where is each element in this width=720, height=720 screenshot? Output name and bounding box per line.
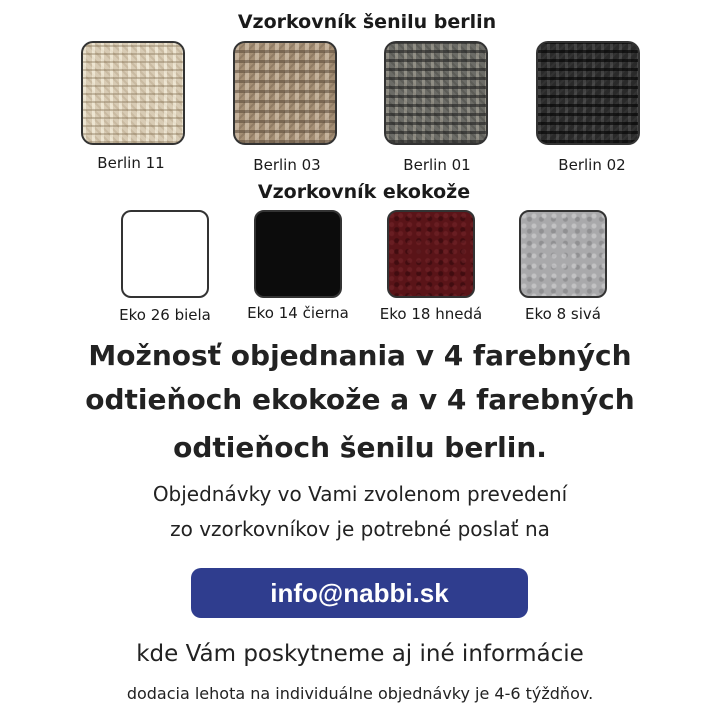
swatch-eko-8[interactable] xyxy=(519,210,607,298)
swatch-label-berlin-01: Berlin 01 xyxy=(403,156,471,174)
swatch-label-berlin-02: Berlin 02 xyxy=(558,156,626,174)
swatch-label-eko-18: Eko 18 hnedá xyxy=(379,305,483,323)
email-button[interactable] xyxy=(191,568,528,618)
headline-line-3: odtieňoch šenilu berlin. xyxy=(173,431,547,464)
swatch-berlin-01[interactable] xyxy=(384,41,488,145)
chenille-section-title: Vzorkovník šenilu berlin xyxy=(237,11,497,33)
swatch-berlin-02[interactable] xyxy=(536,41,640,145)
headline-line-2: odtieňoch ekokože a v 4 farebných xyxy=(85,383,635,416)
swatch-berlin-03[interactable] xyxy=(233,41,337,145)
leather-section-title: Vzorkovník ekokože xyxy=(257,181,471,203)
swatch-label-berlin-03: Berlin 03 xyxy=(253,156,321,174)
swatch-eko-14[interactable] xyxy=(254,210,342,298)
footer-line-1: kde Vám poskytneme aj iné informácie xyxy=(136,641,584,667)
footer-line-2: dodacia lehota na individuálne objednávky je 4-6 týždňov. xyxy=(126,684,594,703)
swatch-eko-18[interactable] xyxy=(387,210,475,298)
swatch-eko-26[interactable] xyxy=(121,210,209,298)
swatch-label-eko-8: Eko 8 sivá xyxy=(525,305,601,323)
order-text-line-2: zo vzorkovníkov je potrebné poslať na xyxy=(170,517,550,541)
swatch-berlin-11[interactable] xyxy=(81,41,185,145)
swatch-label-eko-14: Eko 14 čierna xyxy=(247,304,349,322)
swatch-label-eko-26: Eko 26 biela xyxy=(119,306,211,324)
headline-line-1: Možnosť objednania v 4 farebných xyxy=(88,339,632,372)
swatch-label-berlin-11: Berlin 11 xyxy=(97,154,165,172)
email-label: info@nabbi.sk xyxy=(270,577,449,608)
order-text-line-1: Objednávky vo Vami zvolenom prevedení xyxy=(152,482,568,506)
